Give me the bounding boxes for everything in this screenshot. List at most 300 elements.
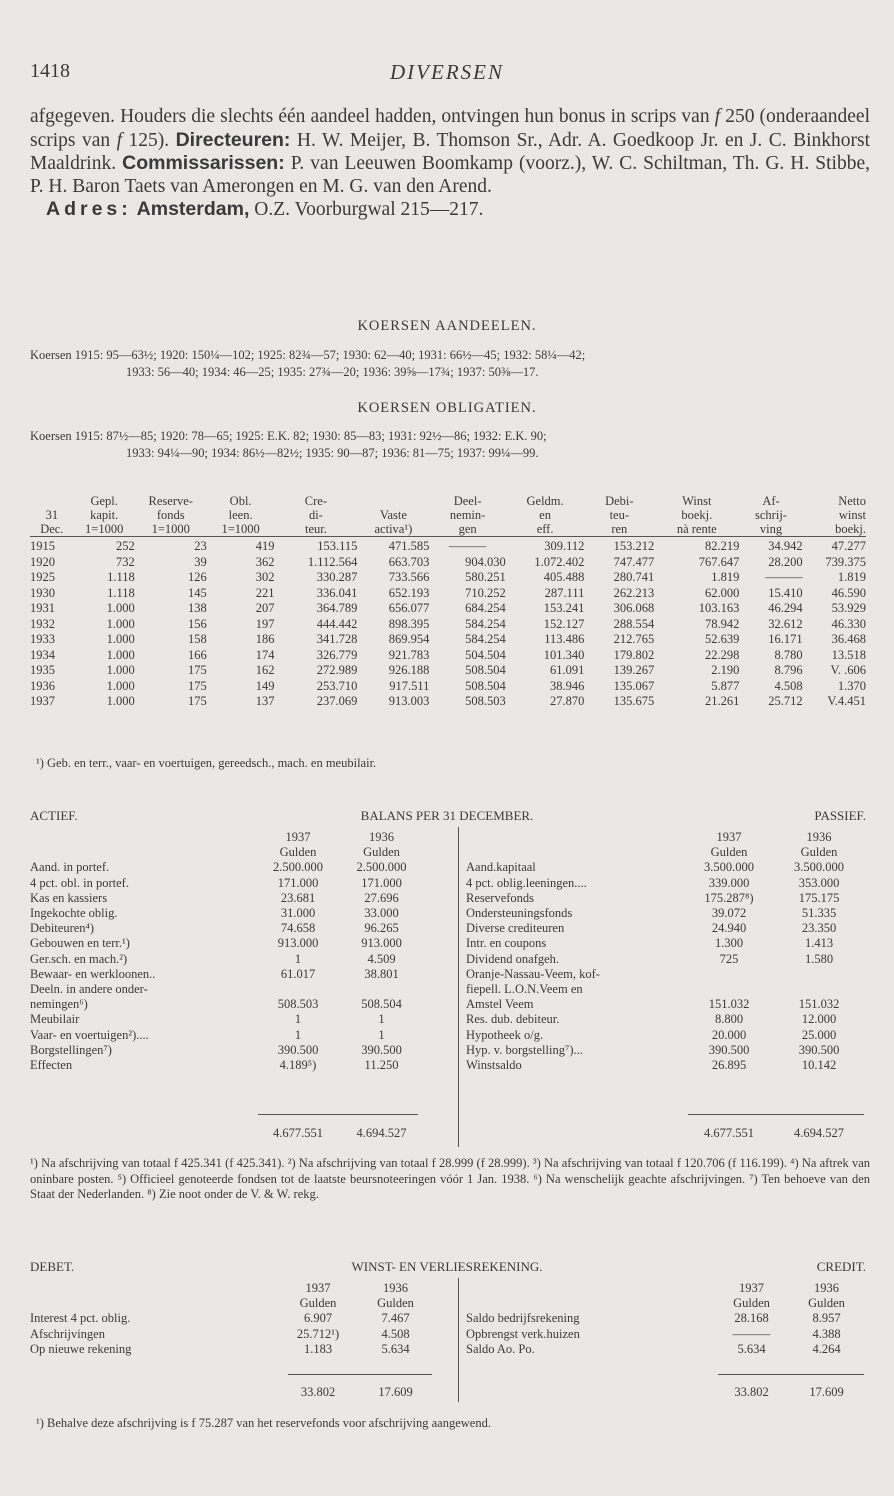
table-cell: 1.112.564	[307, 554, 358, 569]
ledger-label: Ingekochte oblig.	[30, 906, 118, 921]
balans-divider	[458, 827, 459, 1147]
table-cell: 302	[255, 570, 275, 584]
koersen-line: 1933: 94¼—90; 1934: 86½—82½; 1935: 90—87; 1936: 81—75; 1937: 99¼—99.	[126, 446, 539, 460]
ledger-value: 26.895	[711, 1058, 747, 1073]
ledger-label: Diverse crediteuren	[466, 921, 565, 936]
table-cell: 162	[255, 663, 275, 677]
header-cell: kapit.	[90, 508, 119, 522]
header-cell: ren	[584, 522, 654, 537]
table-cell: 306.068	[613, 601, 655, 615]
table-cell: 175	[188, 694, 207, 708]
header-cell: nemin-	[449, 508, 486, 522]
unit-heading: Gulden	[363, 845, 400, 860]
table-cell: 179.802	[613, 647, 655, 662]
table-cell: 15.410	[768, 585, 803, 600]
ledger-value: 2.500.000	[356, 860, 407, 875]
ledger-value: 8.800	[714, 1012, 744, 1027]
passief-table	[466, 830, 864, 1073]
main-table-header	[30, 494, 866, 537]
table-cell: 39	[194, 554, 207, 569]
table-cell: 175	[188, 663, 207, 677]
ledger-value: 23.681	[280, 890, 316, 905]
table-cell: 341.728	[316, 632, 358, 646]
table-cell: 4.508	[774, 678, 803, 693]
ledger-value: 23.350	[801, 921, 837, 936]
ledger-value: 151.032	[798, 997, 840, 1012]
table-cell: 252	[116, 539, 135, 553]
year-heading: 1936	[806, 830, 832, 844]
ledger-value: 1.300	[714, 936, 744, 951]
ledger-value: 4.388	[812, 1326, 841, 1341]
table-cell: 656.077	[388, 601, 430, 615]
table-cell: 1.000	[106, 601, 135, 615]
unit-heading: Gulden	[800, 845, 838, 860]
ledger-label: Saldo bedrijfsrekening	[466, 1311, 580, 1326]
table-cell: 1.118	[107, 570, 135, 584]
main-table	[30, 494, 866, 710]
table-cell: 174	[255, 647, 275, 662]
header-cell: Reserve-	[148, 494, 193, 508]
ledger-value: 1	[378, 1012, 385, 1027]
table-cell: 46.330	[831, 616, 866, 631]
florin-sign: f	[116, 129, 122, 151]
table-cell: 419	[255, 539, 275, 553]
table-cell: 62.000	[704, 585, 740, 600]
ledger-value: 96.265	[364, 921, 399, 936]
table-cell: 1.000	[106, 647, 135, 662]
ledger-label: Bewaar- en werkloonen..	[30, 966, 156, 981]
actief-sum-line	[258, 1114, 418, 1115]
table-row	[30, 537, 866, 555]
ledger-row	[466, 936, 864, 951]
page-title: DIVERSEN	[390, 60, 504, 84]
table-cell: 1937	[30, 694, 55, 708]
table-cell: 913.003	[388, 694, 430, 708]
ledger-value: 339.000	[708, 875, 750, 890]
header-cell: Geldm.	[526, 494, 564, 508]
table-cell: 46.590	[831, 585, 866, 600]
ledger-label: nemingen⁶)	[30, 997, 88, 1012]
table-cell: 135.675	[613, 694, 655, 708]
ledger-value: 24.940	[711, 921, 747, 936]
ledger-row	[466, 891, 864, 906]
ledger-label: Opbrengst verk.huizen	[466, 1326, 580, 1341]
ledger-value: 20.000	[711, 1027, 747, 1042]
table-cell: 732	[116, 554, 135, 569]
ledger-value: 3.500.000	[704, 860, 754, 875]
table-cell: 16.171	[768, 632, 803, 646]
table-cell: 684.254	[465, 601, 506, 615]
table-cell: V.4.451	[827, 694, 866, 708]
table-row	[30, 555, 866, 571]
table-cell: 153.212	[613, 539, 655, 553]
ledger-label: Ondersteuningsfonds	[466, 906, 573, 921]
table-cell: 1.819	[711, 570, 740, 584]
ledger-value: 390.500	[361, 1042, 402, 1057]
header-cell: ving	[739, 522, 802, 537]
header-cell: teu-	[609, 508, 630, 522]
table-cell: 504.504	[465, 647, 506, 662]
header-cell: 31	[45, 508, 59, 522]
header-cell: 1=1000	[135, 522, 207, 537]
unit-heading: Gulden	[279, 845, 317, 860]
ledger-row	[466, 1342, 864, 1357]
total-credit-1937: 33.802	[734, 1385, 769, 1399]
debet-sum-line	[288, 1374, 432, 1375]
header-cell: Deel-	[453, 494, 482, 508]
table-cell: 113.486	[544, 632, 585, 646]
ledger-value: 61.017	[280, 966, 316, 981]
ledger-value: 171.000	[361, 875, 402, 890]
table-cell: 1933	[30, 632, 55, 646]
ledger-value: 7.467	[381, 1311, 410, 1326]
ledger-row	[30, 860, 425, 875]
ledger-row	[30, 1342, 435, 1357]
year-heading: 1936	[814, 1281, 839, 1295]
table-cell: 152.127	[543, 616, 585, 631]
ledger-label: Aand. in portef.	[30, 860, 110, 875]
ledger-row	[30, 1043, 425, 1058]
directeuren-label: Directeuren:	[175, 128, 291, 151]
header-cell: boekj.	[803, 522, 866, 537]
table-row	[30, 617, 866, 633]
table-cell: 584.254	[465, 616, 506, 631]
total-debet-1937: 33.802	[300, 1385, 336, 1399]
table-cell: 330.287	[316, 570, 358, 584]
table-cell: 767.647	[698, 554, 740, 569]
ledger-label: Deeln. in andere onder-	[30, 982, 148, 997]
ledger-value: 175.287⁸)	[704, 890, 754, 905]
table-cell: 212.765	[613, 632, 655, 646]
table-cell: 710.252	[465, 585, 506, 600]
ledger-value: 31.000	[280, 906, 316, 921]
ledger-value: 38.801	[364, 966, 399, 981]
credit-rows	[466, 1311, 864, 1357]
table-cell: 1.000	[106, 663, 135, 677]
header-cell: nà rente	[654, 522, 739, 537]
debet-rows	[30, 1311, 435, 1357]
table-cell: 61.091	[550, 663, 585, 677]
directeuren-text: H. W. Meijer, B. Thomson Sr., Adr. A. Goedkoop Jr. en J. C. Binkhorst Maaldrink.	[30, 129, 871, 174]
ledger-value: 390.500	[708, 1042, 750, 1057]
header-cell: Vaste	[379, 508, 407, 522]
table-cell: 288.554	[613, 616, 655, 631]
passief-rows	[466, 860, 864, 1073]
table-cell: 82.219	[704, 539, 740, 553]
table-cell: 175	[188, 678, 207, 693]
unit-heading: Gulden	[808, 1296, 845, 1311]
table-cell: 28.200	[768, 554, 803, 569]
table-cell: 46.294	[768, 601, 803, 615]
header-cell: Cre-	[304, 494, 328, 508]
total-credit-1936: 17.609	[809, 1385, 844, 1399]
ledger-label: Effecten	[30, 1058, 73, 1073]
actief-label: ACTIEF.	[30, 808, 78, 823]
ledger-label: Interest 4 pct. oblig.	[30, 1311, 131, 1326]
ledger-value: 1	[294, 1027, 302, 1042]
koersen-aandeelen	[30, 347, 870, 381]
header-cell: Obl.	[229, 494, 252, 508]
ledger-value: 390.500	[798, 1042, 840, 1057]
table-cell: 739.375	[825, 554, 866, 569]
ledger-value: 5.634	[737, 1341, 766, 1356]
ledger-value: 3.500.000	[794, 860, 844, 875]
table-cell: 47.277	[831, 539, 866, 553]
table-cell: 1.072.402	[534, 554, 585, 569]
adres-label: Adres:	[46, 198, 132, 220]
table-cell: 156	[188, 616, 207, 631]
ledger-row	[30, 1327, 435, 1342]
total-actief-1936: 4.694.527	[356, 1126, 407, 1140]
intro-text: afgegeven. Houders die slechts één aandeel hadden, ontvingen hun bonus in scrips van	[30, 106, 715, 127]
year-heading: 1937	[285, 830, 311, 844]
ledger-label: Vaar- en voertuigen²)....	[30, 1027, 149, 1042]
table-cell: 733.566	[388, 570, 430, 584]
ledger-value: 11.250	[364, 1058, 399, 1073]
header-cell: Winst	[682, 494, 712, 508]
table-cell: 1.370	[837, 678, 866, 693]
ledger-row	[466, 921, 864, 936]
ledger-row	[466, 876, 864, 891]
ledger-row	[30, 906, 425, 921]
winst-divider	[458, 1278, 459, 1402]
header-cell: Af-	[762, 494, 780, 508]
table-row	[30, 679, 866, 695]
ledger-value	[258, 982, 338, 997]
ledger-label: Gebouwen en terr.¹)	[30, 936, 130, 951]
ledger-row	[466, 1058, 864, 1073]
ledger-row	[30, 1311, 435, 1326]
unit-heading: Gulden	[377, 1296, 414, 1311]
koersen-line: 1933: 56—40; 1934: 46—25; 1935: 27¾—20; 1936: 39⅝—17¾; 1937: 50⅜—17.	[126, 365, 539, 379]
ledger-label: Debiteuren⁴)	[30, 921, 95, 936]
table-cell: 917.511	[389, 678, 430, 693]
actief-rows	[30, 860, 425, 1073]
year-heading: 1937	[305, 1281, 331, 1295]
table-cell: 1.000	[106, 694, 135, 708]
table-row	[30, 601, 866, 617]
ledger-value: 1	[294, 951, 302, 966]
year-heading: 1937	[739, 1281, 764, 1295]
header-cell: boekj.	[681, 508, 713, 522]
table-cell: 1925	[30, 570, 55, 584]
ledger-label: Borgstellingen⁷)	[30, 1042, 112, 1057]
header-cell: eff.	[506, 522, 585, 537]
ledger-value: 74.658	[280, 921, 316, 936]
unit-heading: Gulden	[299, 1296, 337, 1311]
table-cell: 153.241	[543, 601, 585, 615]
ledger-row	[466, 1043, 864, 1058]
ledger-label: Hypotheek o/g.	[466, 1027, 544, 1042]
table-cell: 309.112	[544, 539, 585, 553]
table-cell: 149	[255, 678, 275, 693]
ledger-label: Afschrijvingen	[30, 1326, 105, 1341]
credit-label: CREDIT.	[816, 1259, 866, 1274]
table-cell: 1936	[30, 678, 55, 693]
table-cell: 326.779	[316, 647, 358, 662]
table-cell: 663.703	[388, 554, 430, 569]
ledger-label: Winstsaldo	[466, 1058, 522, 1073]
header-cell: 1=1000	[74, 522, 135, 537]
table-cell: 126	[188, 570, 207, 584]
table-cell: 153.115	[317, 539, 358, 553]
ledger-value: 508.504	[361, 997, 402, 1012]
ledger-row	[466, 1028, 864, 1043]
table-cell: 898.395	[388, 616, 430, 631]
table-cell: V. .606	[830, 663, 866, 677]
ledger-value: 4.264	[812, 1341, 841, 1356]
ledger-label: Ger.sch. en mach.²)	[30, 951, 128, 966]
table-cell: 78.942	[704, 616, 740, 631]
unit-heading: Gulden	[733, 1296, 770, 1311]
ledger-value: 151.032	[708, 997, 750, 1012]
table-cell: 34.942	[768, 539, 803, 553]
table-cell: 1.118	[107, 585, 135, 600]
table-cell: 508.503	[465, 694, 506, 708]
ledger-value: 25.000	[801, 1027, 837, 1042]
ledger-row	[466, 997, 864, 1012]
ledger-value: 1.183	[303, 1341, 333, 1356]
adres-city: Amsterdam,	[136, 198, 250, 220]
table-cell: 237.069	[316, 694, 358, 708]
year-heading: 1936	[369, 830, 394, 844]
table-cell: 1931	[30, 601, 55, 615]
table-cell: 103.163	[698, 601, 740, 615]
table-cell: 336.041	[316, 585, 358, 600]
ledger-value	[338, 982, 425, 997]
table-cell: 101.340	[543, 647, 585, 662]
table-cell: 25.712	[768, 694, 803, 708]
ledger-label: Oranje-Nassau-Veem, kof-	[466, 966, 600, 981]
table-cell: 869.954	[388, 632, 430, 646]
header-cell: Dec.	[30, 522, 74, 537]
header-cell: gen	[429, 522, 505, 537]
main-table-footnote: ¹) Geb. en terr., vaar- en voertuigen, gereedsch., mach. en meubilair.	[36, 756, 377, 770]
table-cell: 580.251	[465, 570, 506, 584]
table-cell: 27.870	[550, 694, 585, 708]
table-cell: 508.504	[465, 663, 506, 677]
table-cell: 471.585	[388, 539, 430, 553]
ledger-row	[30, 967, 425, 982]
ledger-label: Aand.kapitaal	[466, 860, 536, 875]
ledger-row	[466, 1311, 864, 1326]
table-cell: 584.254	[465, 632, 506, 646]
table-cell: 221	[255, 585, 275, 600]
ledger-value: 171.000	[277, 875, 319, 890]
ledger-row	[30, 982, 425, 997]
ledger-row	[466, 982, 864, 997]
table-cell: 926.188	[388, 663, 430, 677]
table-row	[30, 586, 866, 602]
ledger-value: 5.634	[381, 1341, 410, 1356]
ledger-value	[774, 982, 864, 997]
header-cell: winst	[838, 508, 866, 522]
header-cell	[357, 494, 429, 508]
table-row	[30, 632, 866, 648]
ledger-value: 6.907	[303, 1311, 333, 1326]
table-cell: 2.190	[711, 663, 740, 677]
ledger-row	[30, 952, 425, 967]
table-cell: 362	[255, 554, 275, 569]
florin-sign: f	[714, 106, 721, 127]
table-cell: 145	[188, 585, 207, 600]
ledger-label: Res. dub. debiteur.	[466, 1012, 560, 1027]
balans-notes: ¹) Na afschrijving van totaal f 425.341 (f 425.341). ²) Na afschrijving van totaal f 28.999 (f 28.999). ³) Na afschrijving van totaal f 120.706 (f 116.199). ⁴) Na aftrek van oninbare posten. ⁵) Officieel genoteerde fondsen tot de laatste beursnoteeringen vóór 1 Jan. 1938. ⁶) Na wenschelijk geachte afschrijvingen. ⁷) Ten behoeve van den Staat der Nederlanden. ⁸) Zie noot onder de V. & W. rekg.	[30, 1156, 870, 1201]
header-cell: leen.	[228, 508, 253, 522]
table-cell: 23	[194, 539, 207, 553]
actief-table	[30, 830, 425, 1073]
table-row	[30, 570, 866, 586]
ledger-row	[466, 952, 864, 967]
table-cell: 1930	[30, 585, 55, 600]
intro-text: 250 (onderaandeel scrips van	[30, 106, 870, 151]
ledger-label: Reservefonds	[466, 890, 535, 905]
ledger-label: Op nieuwe rekening	[30, 1341, 132, 1356]
table-cell: 138	[188, 601, 207, 615]
intro-text: 125).	[122, 129, 170, 151]
ledger-value	[684, 982, 774, 997]
ledger-value: 4.189⁵)	[279, 1058, 317, 1073]
adres-street: O.Z. Voorburgwal 215—217.	[249, 199, 484, 220]
table-cell: 405.488	[543, 570, 585, 584]
table-cell: 8.796	[774, 663, 803, 677]
table-cell: 207	[255, 601, 275, 615]
debet-label: DEBET.	[30, 1259, 75, 1274]
ledger-label: Meubilair	[30, 1012, 80, 1027]
koersen-aandeelen-title: KOERSEN AANDEELEN.	[357, 318, 537, 334]
total-passief-1937: 4.677.551	[704, 1126, 754, 1140]
header-cell: en	[539, 508, 551, 522]
ledger-value	[774, 967, 864, 982]
table-cell: 1915	[30, 539, 55, 553]
ledger-value: 4.509	[367, 951, 396, 966]
ledger-value: 39.072	[711, 906, 747, 921]
total-passief-1936: 4.694.527	[794, 1126, 844, 1140]
ledger-row	[30, 936, 425, 951]
header-cell: teur.	[274, 522, 357, 537]
ledger-label: Kas en kassiers	[30, 890, 108, 905]
ledger-value: 1	[378, 1027, 385, 1042]
ledger-value: 27.696	[364, 890, 399, 905]
table-cell: 13.518	[831, 647, 866, 662]
header-cell: Gepl.	[90, 494, 118, 508]
commissarissen-text: P. van Leeuwen Boomkamp (voorz.), W. C. Schiltman, Th. G. H. Stibbe, P. H. Baron Taets van Amerongen en M. G. van den Arend.	[30, 153, 870, 197]
ledger-label: 4 pct. obl. in portef.	[30, 875, 129, 890]
ledger-row	[30, 997, 425, 1012]
total-debet-1936: 17.609	[378, 1385, 413, 1399]
table-cell: 137	[255, 694, 275, 708]
table-cell: 508.504	[465, 678, 506, 693]
ledger-value: 4.508	[381, 1326, 410, 1341]
ledger-value: 28.168	[734, 1311, 769, 1326]
table-cell: 1934	[30, 647, 55, 662]
ledger-row	[466, 860, 864, 875]
koersen-obligatien	[30, 428, 870, 462]
table-cell: 52.639	[704, 632, 740, 646]
table-cell: 158	[188, 632, 207, 646]
year-heading: 1937	[716, 830, 742, 844]
table-cell: 287.111	[544, 585, 585, 600]
ledger-label: Intr. en coupons	[466, 936, 547, 951]
ledger-row	[466, 1012, 864, 1027]
ledger-value: 1	[294, 1012, 302, 1027]
main-table-body	[30, 537, 866, 710]
ledger-row	[30, 921, 425, 936]
table-cell: 139.267	[613, 663, 655, 677]
credit-sum-line	[718, 1374, 864, 1375]
passief-label: PASSIEF.	[814, 808, 866, 823]
ledger-value: 725	[719, 951, 739, 966]
